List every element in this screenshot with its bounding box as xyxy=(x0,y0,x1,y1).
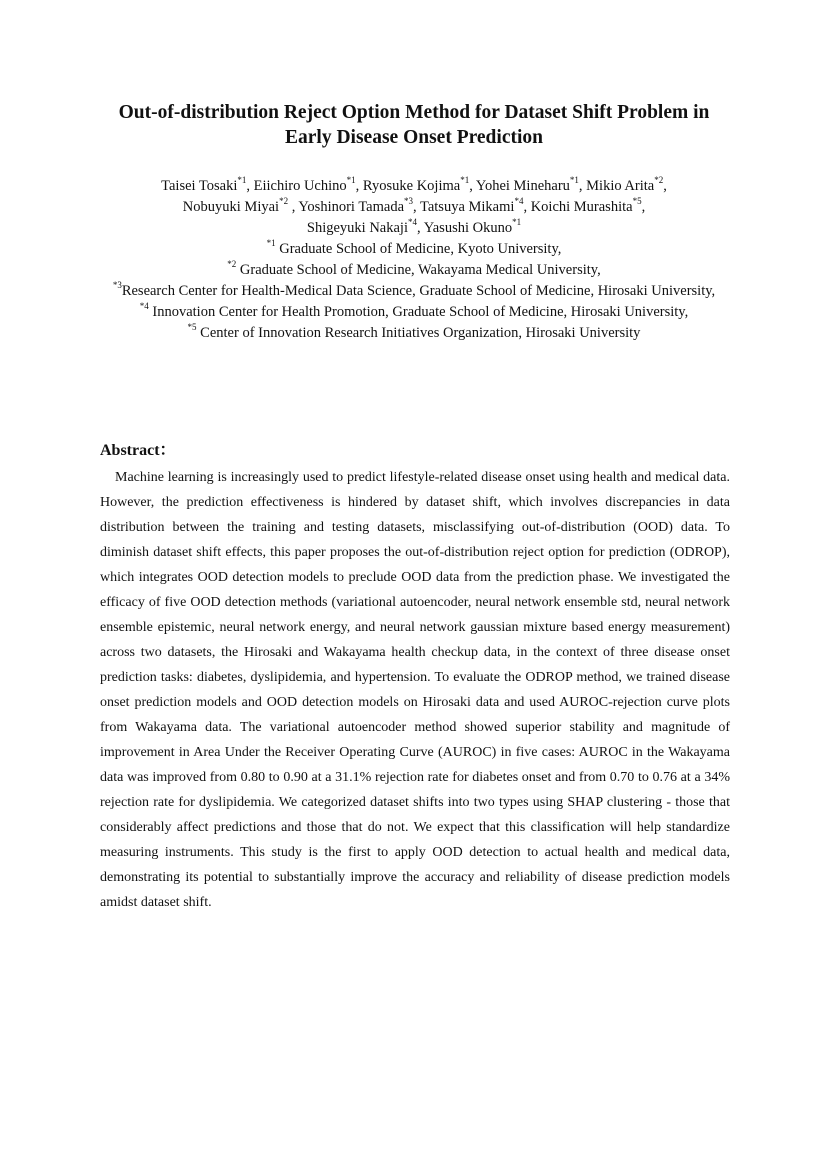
author-line-1: Taisei Tosaki$^{*1}$, Eiichiro Uchino$^{*1}$, Ryosuke Kojima$^{*1}$, Yohei Mineharu$^{*1}$, Mikio Arita$^{*2}$, xyxy=(161,175,667,194)
author-mark: *1 xyxy=(460,175,470,186)
abstract-heading: Abstract： xyxy=(100,442,176,459)
abstract-body: Machine learning is increasingly used to predict lifestyle-related disease onset using health and medical data. However, the prediction effectiveness is hindered by dataset shift, which involves discrepancies in data distribution between the training and testing datasets, misclassifying out-of-distribution (OOD) data. To diminish dataset shift effects, this paper proposes the out-of-distribution reject option for prediction (ODROP), which integrates OOD detection models to preclude OOD data from the prediction phase. We investigated the efficacy of five OOD detection methods (variational autoencoder, neural network ensemble std, neural network ensemble epistemic, neural network energy, and neural network gaussian mixture based energy measurement) across two datasets, the Hirosaki and Wakayama health checkup data, in the context of three disease onset prediction tasks: diabetes, dyslipidemia, and hypertension. To evaluate the ODROP method, we trained disease onset prediction models and OOD detection models on Hirosaki data and used AUROC-rejection curve plots from Wakayama data. The variational autoencoder method showed superior stability and magnitude of improvement in Area Under the Receiver Operating Curve (AUROC) in five cases: AUROC in the Wakayama data was improved from 0.80 to 0.90 at a 31.1% rejection rate for diabetes onset and from 0.70 to 0.76 at a 34% rejection rate for dyslipidemia. We categorized dataset shifts into two types using SHAP clustering - those that considerably affect predictions and those that do not. We expect that this classification will help standardize measuring instruments. This study is the first to apply OOD detection to actual health and medical data, demonstrating its potential to substantially improve the accuracy and reliability of disease prediction models amidst dataset shift. xyxy=(100,470,730,910)
author-mark: *4 xyxy=(408,217,417,228)
author-list xyxy=(70,176,758,239)
affiliation-text: Center of Innovation Research Initiatives Organization, Hirosaki University xyxy=(196,325,641,341)
affiliation xyxy=(70,323,758,344)
affiliation-mark: *5 xyxy=(187,322,197,333)
author-mark: *1 xyxy=(346,175,356,186)
author-name: Eiichiro Uchino xyxy=(253,178,347,194)
affiliation-mark: *2 xyxy=(227,259,237,270)
affiliation-text: Research Center for Health-Medical Data Science, Graduate School of Medicine, Hirosaki University, xyxy=(121,283,716,299)
author-name: Yoshinori Tamada xyxy=(298,199,404,215)
author-name: Tatsuya Mikami xyxy=(420,199,515,215)
affiliation xyxy=(70,302,758,323)
affiliation xyxy=(70,260,758,281)
affiliation-mark: *1 xyxy=(266,238,276,249)
author-mark: *1 xyxy=(512,217,522,228)
affiliation-text: Innovation Center for Health Promotion, Graduate School of Medicine, Hirosaki University, xyxy=(148,304,689,320)
author-name: Nobuyuki Miyai xyxy=(182,199,280,215)
affiliation xyxy=(70,281,758,302)
author-name: Taisei Tosaki xyxy=(161,178,238,194)
author-mark: *4 xyxy=(514,196,524,207)
author-mark: *1 xyxy=(237,175,247,186)
title-line-1: Out-of-distribution Reject Option Method for Dataset Shift Problem in xyxy=(118,102,710,123)
author-name: Yohei Mineharu xyxy=(475,178,570,194)
affiliation-mark: *4 xyxy=(139,301,149,312)
author-line-2: Nobuyuki Miyai$^{*2}$ , Yoshinori Tamada$^{*3}$, Tatsuya Mikami$^{*4}$, Koichi Murashita$^{*5}$, xyxy=(182,196,646,215)
author-mark: *3 xyxy=(404,196,413,207)
paper-title xyxy=(60,100,768,150)
author-mark: *2 xyxy=(654,175,664,186)
author-name: Mikio Arita xyxy=(586,178,655,194)
author-mark: *2 xyxy=(279,196,289,207)
affiliation xyxy=(70,239,758,260)
affiliation-text: Graduate School of Medicine, Wakayama Medical University, xyxy=(236,262,601,278)
author-name: Shigeyuki Nakaji xyxy=(306,220,408,236)
author-name: Koichi Murashita xyxy=(530,199,633,215)
title-line-2: Early Disease Onset Prediction xyxy=(285,127,543,148)
affiliation-mark: *3 xyxy=(112,280,122,291)
author-mark: *1 xyxy=(569,175,579,186)
affiliation-text: Graduate School of Medicine, Kyoto University, xyxy=(275,241,562,257)
author-name: Ryosuke Kojima xyxy=(362,178,461,194)
author-mark: *5 xyxy=(632,196,642,207)
affiliation-list xyxy=(70,239,758,344)
author-name: Yasushi Okuno xyxy=(423,220,513,236)
author-line-3: Shigeyuki Nakaji$^{*4}$, Yasushi Okuno$^{*1}$ xyxy=(306,217,522,236)
